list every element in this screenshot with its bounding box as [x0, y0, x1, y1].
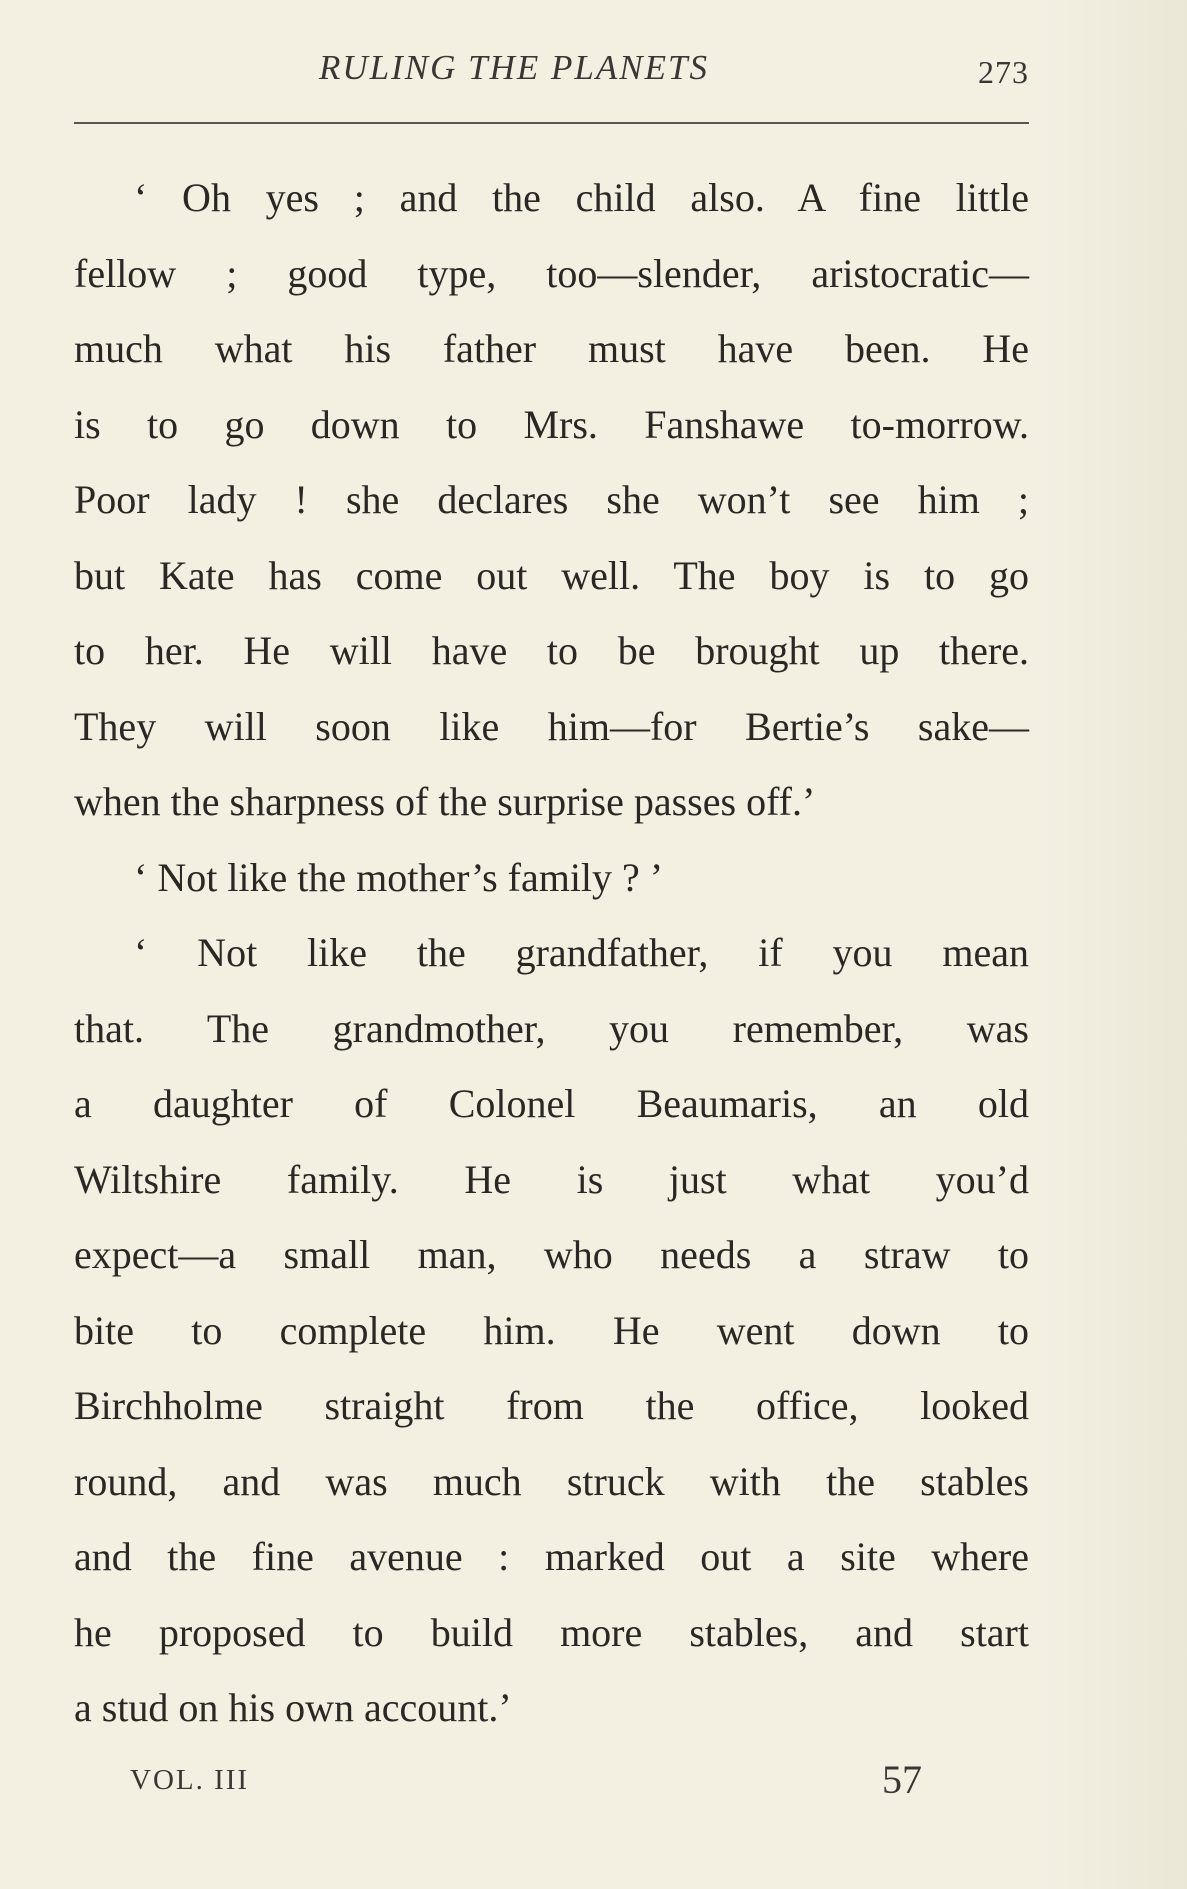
page-number: 273	[978, 54, 1029, 90]
text-line: he proposed to build more stables, and start	[74, 1609, 1029, 1655]
text-line: that. The grandmother, you remember, was	[74, 1005, 1029, 1051]
page-footer	[74, 1752, 1029, 1812]
text-line: and the fine avenue : marked out a site where	[74, 1534, 1029, 1579]
volume-signature: VOL. III	[130, 1764, 250, 1796]
header-rule	[74, 122, 1029, 124]
text-line: ‘ Not like the mother’s family ? ’	[134, 854, 664, 900]
text-line: fellow ; good type, too—slender, aristocratic—	[74, 250, 1029, 296]
text-line: to her. He will have to be brought up there.	[74, 628, 1029, 673]
text-line: round, and was much struck with the stables	[74, 1458, 1029, 1504]
text-line: much what his father must have been. He	[74, 326, 1029, 371]
text-line: is to go down to Mrs. Fanshawe to-morrow.	[74, 401, 1029, 447]
signature-mark: 57	[882, 1757, 922, 1802]
text-line: ‘ Oh yes ; and the child also. A fine little	[134, 175, 1029, 220]
running-head	[74, 46, 1029, 96]
text-line: expect—a small man, who needs a straw to	[74, 1232, 1029, 1277]
running-title: RULING THE PLANETS	[319, 48, 709, 87]
text-line: Poor lady ! she declares she won’t see him ;	[74, 477, 1029, 522]
text-line: when the sharpness of the surprise passes off.’	[74, 779, 816, 824]
text-line: but Kate has come out well. The boy is to go	[74, 552, 1029, 598]
text-line: Birchholme straight from the office, looked	[74, 1383, 1029, 1428]
page-edge-shading	[1037, 0, 1187, 1889]
text-line: They will soon like him—for Bertie’s sake—	[74, 703, 1029, 749]
body-text	[74, 160, 1029, 1746]
text-line: Wiltshire family. He is just what you’d	[74, 1156, 1029, 1202]
text-line: ‘ Not like the grandfather, if you mean	[134, 930, 1029, 975]
text-line: a daughter of Colonel Beaumaris, an old	[74, 1081, 1029, 1126]
text-line: bite to complete him. He went down to	[74, 1307, 1029, 1353]
text-line: a stud on his own account.’	[74, 1685, 512, 1730]
